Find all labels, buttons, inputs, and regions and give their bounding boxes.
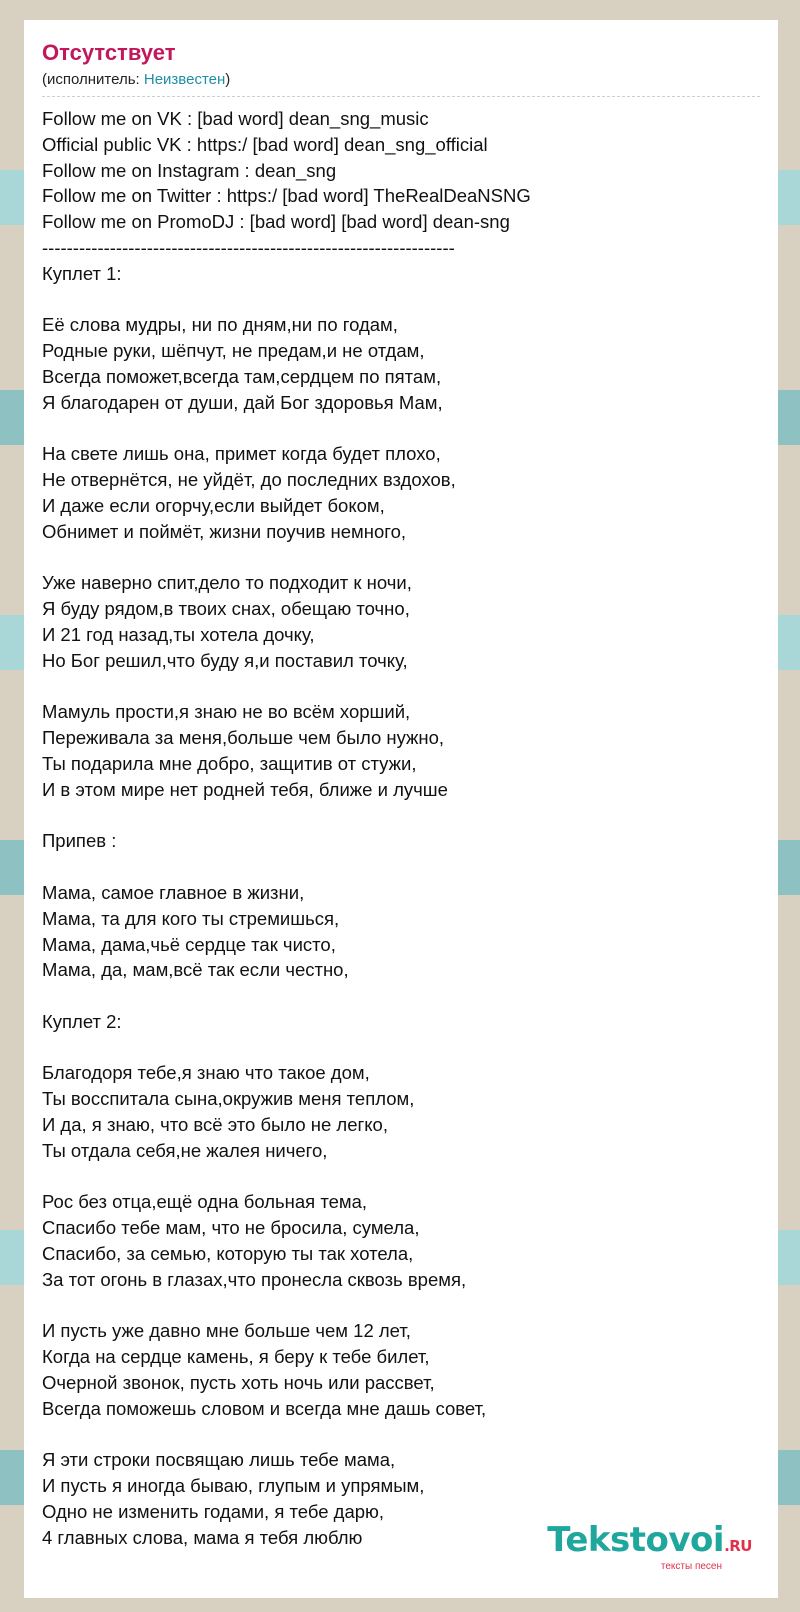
lyrics-text: Follow me on VK : [bad word] dean_sng_music Official public VK : https:/ [bad word] dean_sng_official Follow me on Instagram : dean_sng Follow me on Twitter : https:/ [bad word] TheRealDeaNSNG Follow me on PromoDJ : [bad word] [bad word] dean-sng ------------------------------------------------------------------- Куплет 1: Её слова мудры, ни по дням,ни по годам, Родные руки, шёпчут, не предам,и не отдам, Всегда поможет,всегда там,сердцем по пятам, Я благодарен от души, дай Бог здоровья Мам, На свете лишь она, примет когда будет плохо, Не отвернётся, не уйдёт, до последних вздохов, И даже если огорчу,если выйдет боком, Обнимет и поймёт, жизни поучив немного, Уже наверно спит,дело то подходит к ночи, Я буду рядом,в твоих снах, обещаю точно, И 21 год назад,ты хотела дочку, Но Бог решил,что буду я,и поставил точку, Мамуль прости,я знаю не во всём хорший, Переживала за меня,больше чем было нужно, Ты подарила мне добро, защитив от стужи, И в этом мире нет родней тебя, ближе и лучше Припев : Мама, самое главное в жизни, Мама, та для кого ты стремишься, Мама, дама,чьё сердце так чисто, Мама, да, мам,всё так если честно, Куплет 2: Благодоря тебе,я знаю что такое дом, Ты восспитала сына,окружив меня теплом, И да, я знаю, что всё это было не легко, Ты отдала себя,не жалея ничего, Рос без отца,ещё одна больная тема, Спасибо тебе мам, что не бросила, сумела, Спасибо, за семью, которую ты так хотела, За тот огонь в глазах,что пронесла сквозь время, И пусть уже давно мне больше чем 12 лет, Когда на сердце камень, я беру к тебе билет, Очерной звонок, пусть хоть ночь или рассвет, Всегда поможешь словом и всегда мне дашь совет, Я эти строки посвящаю лишь тебе мама, И пусть я иногда бываю, глупым и упрямым, Одно не изменить годами, я тебе дарю, 4 главных слова, мама я тебя люблю: [42, 108, 531, 1548]
artist-link[interactable]: Неизвестен: [143, 71, 226, 88]
logo-wordmark: [547, 1520, 752, 1563]
logo-name: Tekstovoi: [547, 1520, 725, 1560]
site-logo[interactable]: [547, 1520, 752, 1572]
logo-tagline: тексты песен: [660, 1561, 722, 1572]
lyrics-card: [24, 20, 778, 1598]
logo-tld: .RU: [724, 1537, 752, 1555]
artist-prefix: (исполнитель:: [42, 71, 144, 88]
song-title: Отсутствует: [42, 40, 176, 65]
artist-suffix: ): [225, 71, 231, 88]
artist-line: [42, 70, 760, 97]
